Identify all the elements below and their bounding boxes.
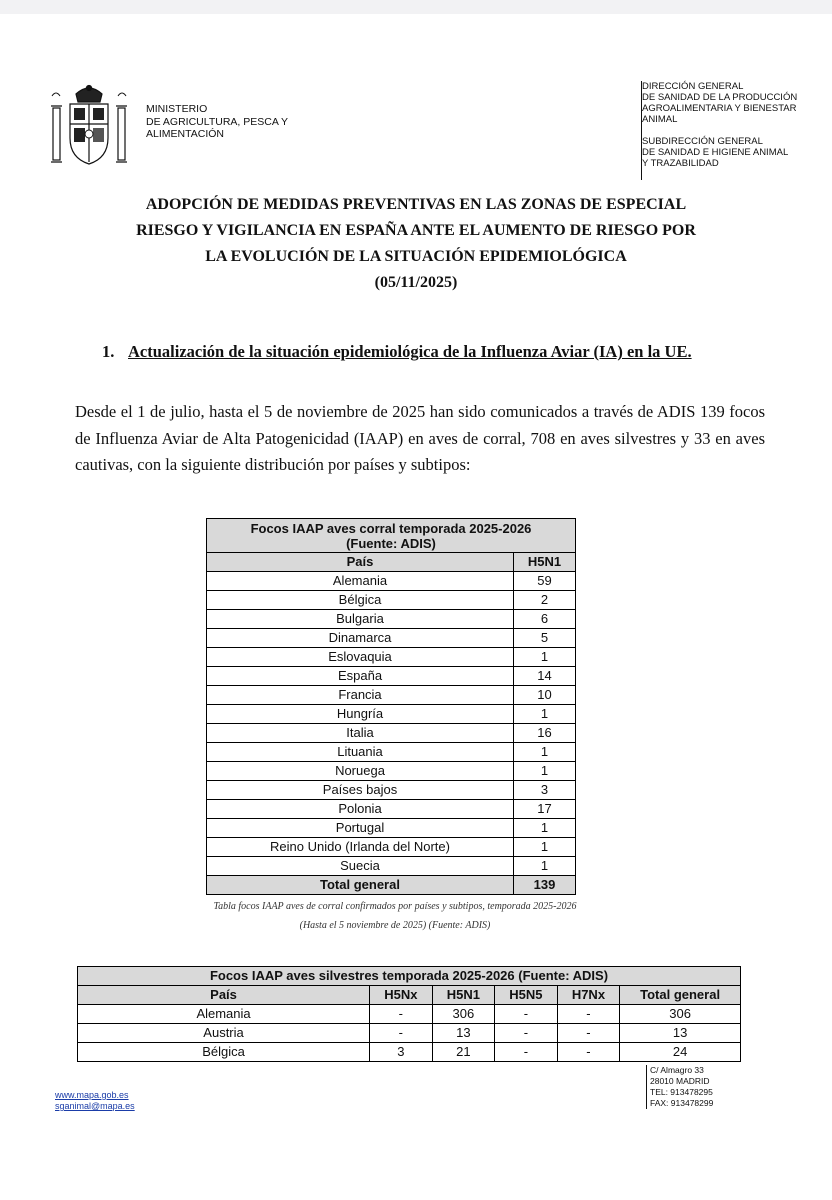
value-cell: 6 bbox=[514, 610, 576, 629]
ministry-line: DE AGRICULTURA, PESCA Y bbox=[146, 115, 288, 128]
direccion-line: DIRECCIÓN GENERAL bbox=[642, 81, 744, 92]
country-cell: Bulgaria bbox=[207, 610, 514, 629]
value-cell: 13 bbox=[432, 1024, 495, 1043]
value-cell: 306 bbox=[620, 1005, 741, 1024]
column-header: H5N1 bbox=[432, 986, 495, 1005]
table-row bbox=[207, 838, 576, 857]
direccion-general bbox=[642, 81, 827, 125]
value-cell: 13 bbox=[620, 1024, 741, 1043]
table-row bbox=[207, 610, 576, 629]
title-date: (05/11/2025) bbox=[374, 274, 458, 291]
table-title-line: (Fuente: ADIS) bbox=[346, 535, 436, 551]
poultry-outbreaks-table bbox=[206, 518, 576, 895]
value-cell: 3 bbox=[370, 1043, 433, 1062]
country-cell: Países bajos bbox=[207, 781, 514, 800]
value-cell: 1 bbox=[514, 648, 576, 667]
section-title: Actualización de la situación epidemiológica de la Influenza Aviar (IA) en la UE. bbox=[128, 342, 692, 361]
value-cell: - bbox=[495, 1043, 558, 1062]
country-cell: Italia bbox=[207, 724, 514, 743]
table-row bbox=[78, 1043, 741, 1062]
direccion-line: AGROALIMENTARIA Y BIENESTAR bbox=[642, 103, 797, 114]
footer-address bbox=[646, 1065, 800, 1109]
title-line: ADOPCIÓN DE MEDIDAS PREVENTIVAS EN LAS ZONAS DE ESPECIAL bbox=[145, 196, 687, 213]
column-header: Total general bbox=[620, 986, 741, 1005]
country-cell: Austria bbox=[78, 1024, 370, 1043]
email-link[interactable]: sganimal@mapa.es bbox=[55, 1101, 135, 1111]
coat-of-arms-icon bbox=[50, 84, 128, 170]
country-cell: Reino Unido (Irlanda del Norte) bbox=[207, 838, 514, 857]
country-cell: Bélgica bbox=[78, 1043, 370, 1062]
phone-line: TEL: 913478295 bbox=[650, 1087, 713, 1097]
column-header: H7Nx bbox=[557, 986, 620, 1005]
column-header: H5N5 bbox=[495, 986, 558, 1005]
subdireccion-line: DE SANIDAD E HIGIENE ANIMAL bbox=[642, 147, 789, 158]
country-cell: Eslovaquia bbox=[207, 648, 514, 667]
value-cell: - bbox=[370, 1005, 433, 1024]
value-cell: 1 bbox=[514, 705, 576, 724]
value-cell: 2 bbox=[514, 591, 576, 610]
ministry-line: ALIMENTACIÓN bbox=[146, 128, 224, 140]
country-cell: Bélgica bbox=[207, 591, 514, 610]
table-row bbox=[207, 800, 576, 819]
country-cell: Suecia bbox=[207, 857, 514, 876]
table-row bbox=[78, 1024, 741, 1043]
column-header: País bbox=[78, 986, 370, 1005]
value-cell: - bbox=[557, 1043, 620, 1062]
country-cell: Hungría bbox=[207, 705, 514, 724]
title-line: RIESGO Y VIGILANCIA EN ESPAÑA ANTE EL AUMENTO DE RIESGO POR bbox=[136, 222, 696, 239]
title-line: LA EVOLUCIÓN DE LA SITUACIÓN EPIDEMIOLÓGICA bbox=[205, 248, 627, 265]
table-row bbox=[207, 857, 576, 876]
table-row bbox=[207, 648, 576, 667]
country-cell: Dinamarca bbox=[207, 629, 514, 648]
table-row bbox=[207, 572, 576, 591]
ministry-name bbox=[146, 103, 288, 141]
ministry-line: MINISTERIO bbox=[146, 103, 208, 115]
value-cell: - bbox=[557, 1005, 620, 1024]
value-cell: 59 bbox=[514, 572, 576, 591]
total-label: Total general bbox=[207, 876, 514, 895]
country-cell: Alemania bbox=[207, 572, 514, 591]
table-row bbox=[207, 629, 576, 648]
table-row bbox=[207, 819, 576, 838]
country-cell: Francia bbox=[207, 686, 514, 705]
country-cell: España bbox=[207, 667, 514, 686]
value-cell: 1 bbox=[514, 857, 576, 876]
value-cell: 5 bbox=[514, 629, 576, 648]
table-row bbox=[207, 591, 576, 610]
value-cell: - bbox=[495, 1005, 558, 1024]
value-cell: 21 bbox=[432, 1043, 495, 1062]
table-title-line: Focos IAAP aves corral temporada 2025-2026 bbox=[250, 520, 532, 536]
table-row bbox=[207, 724, 576, 743]
country-cell: Portugal bbox=[207, 819, 514, 838]
value-cell: 16 bbox=[514, 724, 576, 743]
subdireccion-line: Y TRAZABILIDAD bbox=[642, 158, 719, 169]
total-value: 139 bbox=[514, 876, 576, 895]
department-box bbox=[641, 81, 827, 180]
value-cell: 17 bbox=[514, 800, 576, 819]
fax-line: FAX: 913478299 bbox=[650, 1098, 714, 1108]
section-number: 1. bbox=[102, 342, 115, 361]
top-strip bbox=[0, 0, 832, 14]
subdireccion-general bbox=[642, 136, 827, 169]
table-row bbox=[207, 705, 576, 724]
country-cell: Lituania bbox=[207, 743, 514, 762]
wild-birds-table bbox=[77, 966, 741, 1062]
subdireccion-line: SUBDIRECCIÓN GENERAL bbox=[642, 136, 763, 147]
website-link[interactable]: www.mapa.gob.es bbox=[55, 1090, 129, 1100]
address-line: 28010 MADRID bbox=[650, 1076, 710, 1086]
table-row bbox=[78, 1005, 741, 1024]
value-cell: 1 bbox=[514, 762, 576, 781]
value-cell: 1 bbox=[514, 743, 576, 762]
country-cell: Alemania bbox=[78, 1005, 370, 1024]
value-cell: 306 bbox=[432, 1005, 495, 1024]
column-header: H5N1 bbox=[514, 553, 576, 572]
section-heading bbox=[102, 342, 692, 362]
intro-paragraph: Desde el 1 de julio, hasta el 5 de noviembre de 2025 han sido comunicados a través de ADIS 139 focos de Influenza Aviar de Alta Patogenicidad (IAAP) en aves de corral, 708 en aves silvestres y 33 en aves cautivas, con la siguiente distribución por países y subtipos: bbox=[75, 402, 765, 474]
document-title bbox=[60, 192, 772, 296]
value-cell: 1 bbox=[514, 838, 576, 857]
value-cell: - bbox=[495, 1024, 558, 1043]
address-line: C/ Almagro 33 bbox=[650, 1065, 704, 1075]
table-title bbox=[207, 519, 576, 553]
table-title: Focos IAAP aves silvestres temporada 2025-2026 (Fuente: ADIS) bbox=[78, 967, 741, 986]
country-cell: Noruega bbox=[207, 762, 514, 781]
value-cell: 10 bbox=[514, 686, 576, 705]
country-cell: Polonia bbox=[207, 800, 514, 819]
table-row bbox=[207, 762, 576, 781]
footer-links bbox=[55, 1090, 135, 1112]
direccion-line: DE SANIDAD DE LA PRODUCCIÓN bbox=[642, 92, 798, 103]
value-cell: 3 bbox=[514, 781, 576, 800]
value-cell: 24 bbox=[620, 1043, 741, 1062]
value-cell: 1 bbox=[514, 819, 576, 838]
table-row bbox=[207, 686, 576, 705]
column-header: País bbox=[207, 553, 514, 572]
value-cell: - bbox=[370, 1024, 433, 1043]
value-cell: - bbox=[557, 1024, 620, 1043]
direccion-line: ANIMAL bbox=[642, 114, 678, 125]
table-caption: Tabla focos IAAP aves de corral confirmados por países y subtipos, temporada 2025-2026 bbox=[213, 901, 577, 912]
table-row bbox=[207, 781, 576, 800]
table-caption: (Hasta el 5 noviembre de 2025) (Fuente: ADIS) bbox=[299, 920, 491, 931]
value-cell: 14 bbox=[514, 667, 576, 686]
table-row bbox=[207, 667, 576, 686]
table-row bbox=[207, 743, 576, 762]
column-header: H5Nx bbox=[370, 986, 433, 1005]
